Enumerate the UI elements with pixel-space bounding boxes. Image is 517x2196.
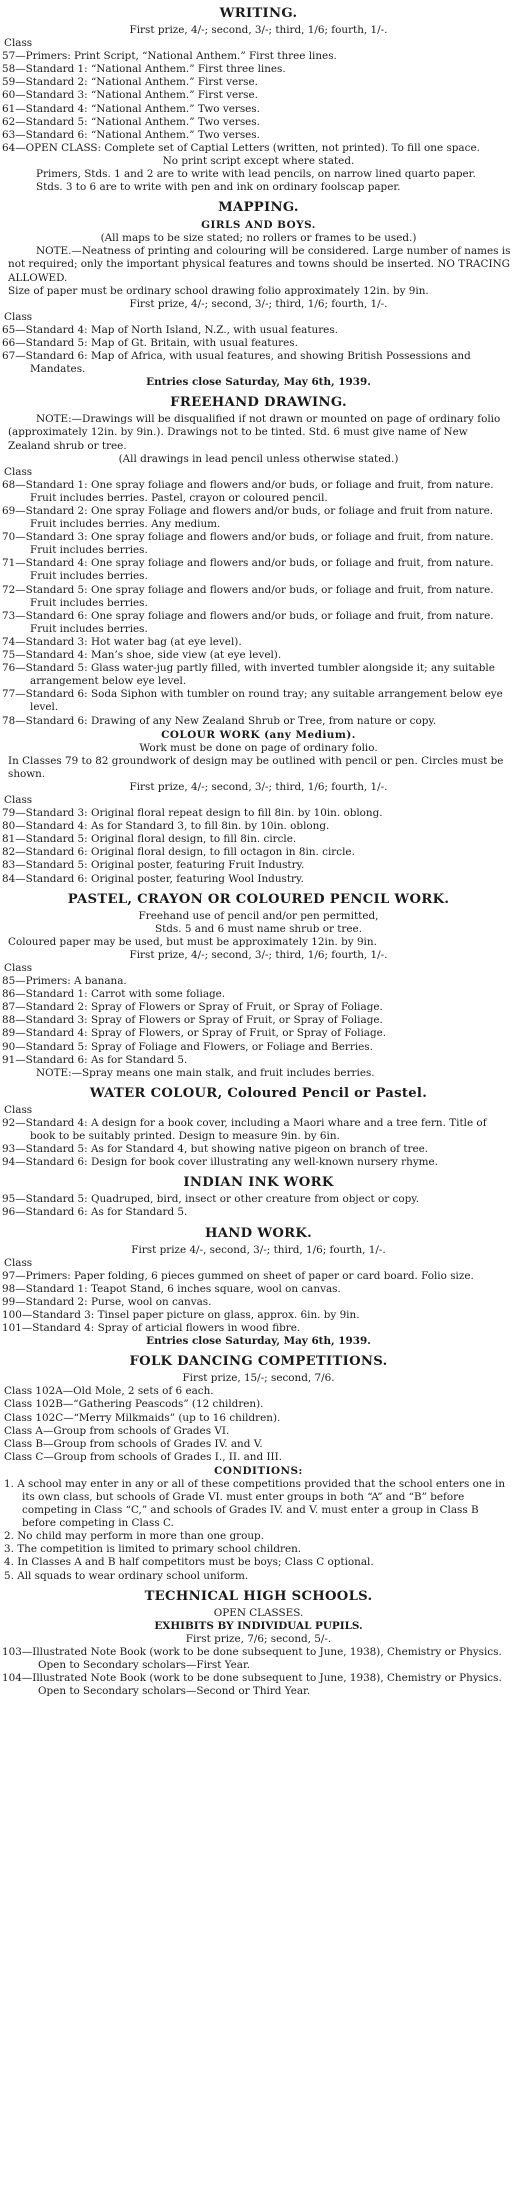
class-entry: 99—Standard 2: Purse, wool on canvas. [2, 1295, 212, 1308]
class-entry: 77—Standard 6: Soda Siphon with tumbler on round tray; any suitable arrangement below eye level. [2, 688, 503, 714]
document-section [0, 1588, 517, 1699]
document-section [0, 891, 517, 1080]
text-line: Class [4, 310, 33, 323]
class-entry: 87—Standard 2: Spray of Flowers or Spray of Fruit, or Spray of Foliage. [2, 1001, 383, 1014]
condition-item: 1. A school may enter in any or all of these competitions provided that the school enters one in its own class, but schools of Grade VI. must enter groups in both “A” and “B” before competing in Class “C,” and schools of Grades IV. and V. must enter a group in Class B before competing in Class C. [4, 1477, 506, 1530]
class-entry: 94—Standard 6: Design for book cover illustrating any well-known nursery rhyme. [2, 1156, 438, 1169]
note-paragraph: In Classes 79 to 82 groundwork of design may be outlined with pencil or pen. Circles must be shown. [8, 754, 504, 780]
class-entry: 96—Standard 6: As for Standard 5. [2, 1206, 188, 1219]
centered-note: (All drawings in lead pencil unless otherwise stated.) [118, 452, 399, 465]
text-line: Class A—Group from schools of Grades VI. [4, 1424, 230, 1437]
text-line: Class B—Group from schools of Grades IV. and V. [4, 1437, 263, 1450]
class-entry: 71—Standard 4: One spray foliage and flowers and/or buds, or foliage and fruit, from nature. Fruit includes berries. [2, 557, 494, 583]
section-heading: TECHNICAL HIGH SCHOOLS. [144, 1588, 373, 1604]
class-entry: 81—Standard 5: Original floral design, to fill 8in. circle. [2, 833, 297, 846]
document-section [0, 199, 517, 389]
section-heading: MAPPING. [218, 200, 299, 216]
text-line: Class 102C—“Merry Milkmaids” (up to 16 children). [4, 1411, 281, 1424]
class-entry: 79—Standard 3: Original floral repeat design to fill 8in. by 10in. oblong. [2, 807, 383, 820]
class-entry: 84—Standard 6: Original poster, featuring Wool Industry. [2, 872, 304, 885]
class-entry: 66—Standard 5: Map of Gt. Britain, with usual features. [2, 336, 298, 349]
class-entry: 101—Standard 4: Spray of articial flowers in wood fibre. [2, 1322, 301, 1335]
note-paragraph: NOTE.—Neatness of printing and colouring will be considered. Large number of names is not required; only the important physical features and towns should be inserted. NO TRACING ALLOWED. [8, 245, 511, 284]
class-entry: 72—Standard 5: One spray foliage and flowers and/or buds, or foliage and fruit, from nature. Fruit includes berries. [2, 583, 494, 609]
class-entry: 69—Standard 2: One spray Foliage and flowers and/or buds, or foliage and fruit from nature. Fruit includes berries. Any medium. [2, 505, 494, 531]
centered-note: First prize, 7/6; second, 5/-. [185, 1632, 332, 1645]
class-entry: 63—Standard 6: “National Anthem.” Two verses. [2, 128, 260, 141]
class-entry: 103—Illustrated Note Book (work to be done subsequent to June, 1938), Chemistry or Physics. Open to Secondary scholars—First Year. [2, 1645, 502, 1672]
centered-note: First prize, 4/-; second, 3/-; third, 1/6; fourth, 1/-. [129, 297, 388, 310]
section-subheading: GIRLS AND BOYS. [201, 219, 316, 232]
centered-note: Stds. 5 and 6 must name shrub or tree. [154, 922, 362, 935]
class-entry: 80—Standard 4: As for Standard 3, to fill 8in. by 10in. oblong. [2, 820, 330, 833]
section-subheading: CONDITIONS: [214, 1464, 303, 1477]
centered-note: Work must be done on page of ordinary folio. [139, 741, 378, 754]
class-entry: 61—Standard 4: “National Anthem.” Two verses. [2, 102, 260, 115]
class-entry: 64—OPEN CLASS: Complete set of Captial Letters (written, not printed). To fill one space. [2, 141, 480, 154]
class-entry: 70—Standard 3: One spray foliage and flowers and/or buds, or foliage and fruit, from nature. Fruit includes berries. [2, 531, 494, 557]
document-section [0, 1464, 517, 1583]
text-line: Class [4, 37, 33, 50]
text-line: Class 102B—“Gathering Peascods” (12 children). [4, 1398, 264, 1411]
section-heading: WATER COLOUR, Coloured Pencil or Pastel. [89, 1085, 428, 1101]
class-entry: 67—Standard 6: Map of Africa, with usual features, and showing British Possessions and Mandates. [2, 350, 471, 376]
class-entry: 90—Standard 5: Spray of Foliage and Flowers, or Foliage and Berries. [2, 1040, 373, 1053]
condition-item: 4. In Classes A and B half competitors must be boys; Class C optional. [4, 1556, 374, 1569]
note-paragraph: NOTE:—Drawings will be disqualified if not drawn or mounted on page of ordinary folio (approximately 12in. by 9in.). Drawings not to be tinted. Std. 6 must give name of New Zealand shrub or tree. [8, 413, 501, 452]
text-line: Class [4, 1256, 33, 1269]
section-heading: HAND WORK. [204, 1225, 313, 1241]
class-entry: 59—Standard 2: “National Anthem.” First verse. [2, 76, 258, 89]
class-entry: 98—Standard 1: Teapot Stand, 6 inches square, wool on canvas. [2, 1282, 341, 1295]
note-paragraph: Primers, Stds. 1 and 2 are to write with lead pencils, on narrow lined quarto paper. [36, 168, 476, 181]
class-entry: 73—Standard 6: One spray foliage and flowers and/or buds, or foliage and fruit, from nature. Fruit includes berries. [2, 609, 494, 635]
class-entry: 85—Primers: A banana. [2, 975, 127, 988]
text-line: Class C—Group from schools of Grades I., II. and III. [4, 1450, 283, 1463]
class-entry: 60—Standard 3: “National Anthem.” First verse. [2, 89, 258, 102]
note-paragraph: Coloured paper may be used, but must be approximately 12in. by 9in. [8, 935, 377, 948]
document-section [0, 1225, 517, 1349]
document-section [0, 1174, 517, 1219]
class-entry: 75—Standard 4: Man’s shoe, side view (at eye level). [2, 649, 282, 662]
class-entry: 83—Standard 5: Original poster, featuring Fruit Industry. [2, 859, 305, 872]
centered-note: First prize 4/-, second, 3/-; third, 1/6; fourth, 1/-. [131, 1243, 386, 1256]
centered-note: (All maps to be size stated; no rollers or frames to be used.) [100, 232, 417, 245]
document-section [0, 394, 517, 727]
class-entry: 82—Standard 6: Original floral design, to fill octagon in 8in. circle. [2, 846, 355, 859]
section-heading: PASTEL, CRAYON OR COLOURED PENCIL WORK. [67, 891, 450, 907]
centered-note: First prize, 4/-; second, 3/-; third, 1/6; fourth, 1/-. [129, 780, 388, 793]
class-entry: 100—Standard 3: Tinsel paper picture on glass, approx. 6in. by 9in. [2, 1308, 360, 1321]
document-section [0, 1085, 517, 1169]
text-line: Class 102A—Old Mole, 2 sets of 6 each. [4, 1385, 214, 1398]
class-entry: 62—Standard 5: “National Anthem.” Two verses. [2, 115, 260, 128]
note-paragraph: NOTE:—Spray means one main stalk, and fruit includes berries. [36, 1066, 375, 1079]
class-entry: 92—Standard 4: A design for a book cover, including a Maori whare and a tree fern. Title of book to be suitably printed. Design to measure 9in. by 6in. [2, 1116, 487, 1143]
text-line: Class [4, 1103, 33, 1116]
centered-note: First prize, 4/-; second, 3/-; third, 1/6; fourth, 1/-. [129, 948, 388, 961]
class-entry: 97—Primers: Paper folding, 6 pieces gummed on sheet of paper or card board. Folio size. [2, 1269, 474, 1282]
class-entry: 74—Standard 3: Hot water bag (at eye level). [2, 635, 242, 648]
class-entry: 93—Standard 5: As for Standard 4, but showing native pigeon on branch of tree. [2, 1143, 429, 1156]
centered-note: Entries close Saturday, May 6th, 1939. [146, 1335, 371, 1348]
class-entry: 76—Standard 5: Glass water-jug partly filled, with inverted tumbler alongside it; any suitable arrangement below eye level. [2, 662, 495, 688]
class-entry: 78—Standard 6: Drawing of any New Zealand Shrub or Tree, from nature or copy. [2, 714, 437, 727]
class-entry: 57—Primers: Print Script, “National Anthem.” First three lines. [2, 50, 337, 63]
section-heading: FOLK DANCING COMPETITIONS. [129, 1354, 388, 1370]
class-entry: 104—Illustrated Note Book (work to be done subsequent to June, 1938), Chemistry or Physics. Open to Secondary scholars—Second or Third Year. [2, 1672, 502, 1698]
centered-note: Freehand use of pencil and/or pen permitted, [138, 909, 379, 922]
centered-note: OPEN CLASSES. [213, 1606, 304, 1619]
class-entry: 68—Standard 1: One spray foliage and flowers and/or buds, or foliage and fruit, from nature. Fruit includes berries. Pastel, crayon or coloured pencil. [2, 478, 494, 504]
centered-note: No print script except where stated. [162, 154, 355, 167]
text-line: Class [4, 793, 33, 806]
class-entry: 65—Standard 4: Map of North Island, N.Z., with usual features. [2, 323, 338, 336]
note-paragraph: Stds. 3 to 6 are to write with pen and ink on ordinary foolscap paper. [36, 181, 401, 194]
class-entry: 91—Standard 6: As for Standard 5. [2, 1053, 188, 1066]
class-entry: 95—Standard 5: Quadruped, bird, insect or other creature from object or copy. [2, 1193, 420, 1206]
class-entry: 86—Standard 1: Carrot with some foliage. [2, 988, 226, 1001]
section-subheading: COLOUR WORK (any Medium). [161, 728, 356, 741]
condition-item: 2. No child may perform in more than one group. [4, 1530, 265, 1543]
centered-note: First prize, 4/-; second, 3/-; third, 1/6; fourth, 1/-. [129, 24, 388, 36]
section-heading: FREEHAND DRAWING. [170, 395, 347, 411]
text-line: Class [4, 465, 33, 478]
section-heading: WRITING. [219, 6, 298, 21]
centered-note: EXHIBITS BY INDIVIDUAL PUPILS. [154, 1619, 363, 1632]
class-entry: 89—Standard 4: Spray of Flowers, or Spray of Fruit, or Spray of Foliage. [2, 1027, 387, 1040]
class-entry: 88—Standard 3: Spray of Flowers or Spray of Fruit, or Spray of Foliage. [2, 1014, 383, 1027]
class-entry: 58—Standard 1: “National Anthem.” First three lines. [2, 63, 286, 76]
document-section [0, 728, 517, 886]
condition-item: 5. All squads to wear ordinary school uniform. [4, 1569, 249, 1582]
centered-note: Entries close Saturday, May 6th, 1939. [146, 376, 371, 389]
document-section [0, 5, 517, 194]
text-line: Class [4, 962, 33, 974]
condition-item: 3. The competition is limited to primary school children. [4, 1543, 302, 1556]
section-heading: INDIAN INK WORK [183, 1175, 334, 1191]
note-paragraph: Size of paper must be ordinary school drawing folio approximately 12in. by 9in. [8, 284, 429, 297]
document-section [0, 1353, 517, 1464]
centered-note: First prize, 15/-; second, 7/6. [182, 1372, 335, 1385]
